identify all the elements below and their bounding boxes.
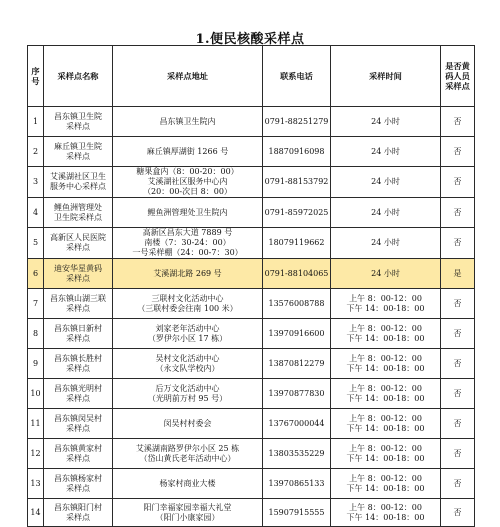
cell-name-line: 艾溪湖社区卫生 xyxy=(50,172,106,181)
cell-phone: 0791-88153792 xyxy=(263,167,331,198)
cell-address-line: 阳门幸福家园幸福大礼堂 xyxy=(143,502,232,512)
header-name: 采样点名称 xyxy=(44,46,113,107)
cell-name-line: 采样点 xyxy=(66,273,90,283)
cell-phone: 0791-88104065 xyxy=(263,259,331,289)
cell-address xyxy=(113,137,263,167)
cell-phone: 13970877830 xyxy=(263,379,331,409)
cell-yellow-code: 否 xyxy=(441,439,475,469)
cell-no: 12 xyxy=(28,439,44,469)
cell-name-line: 采样点 xyxy=(66,483,90,493)
cell-name-line: 采样点 xyxy=(66,243,90,252)
table-row xyxy=(28,228,475,259)
cell-address-line: 吴村文化活动中心 xyxy=(155,353,220,363)
cell-name xyxy=(44,137,113,167)
cell-name-line: 迪安华星黄码 xyxy=(54,263,102,273)
cell-time xyxy=(331,379,441,409)
cell-name-line: 采样点 xyxy=(66,333,90,343)
cell-name-line: 昌东镇卫生院 xyxy=(54,111,102,121)
cell-name xyxy=(44,289,113,319)
cell-name xyxy=(44,469,113,499)
cell-address xyxy=(113,107,263,137)
cell-address-line: 艾溪湖南路罗伊尔小区 25 栋 xyxy=(135,443,240,453)
cell-time-line: 上午 8：00-12：00 xyxy=(349,293,422,303)
cell-yellow-code: 否 xyxy=(441,319,475,349)
cell-name-line: 卫生院采样点 xyxy=(54,212,102,222)
cell-no: 5 xyxy=(28,228,44,259)
cell-name-line: 昌东镇山湖三联 xyxy=(50,293,106,303)
sampling-sites-table xyxy=(27,45,475,527)
cell-name xyxy=(44,319,113,349)
cell-address-line: 糖果盒内（8：00-20：00） xyxy=(136,167,239,176)
table-row xyxy=(28,107,475,137)
cell-time-line: 上午 8：00-12：00 xyxy=(349,443,422,453)
cell-time xyxy=(331,499,441,527)
cell-name xyxy=(44,167,113,198)
cell-address-line: 刘家老年活动中心 xyxy=(155,323,220,333)
cell-address-line: 一号采样棚（24：00-7：30） xyxy=(132,248,243,257)
cell-address-line: 三联村文化活动中心 xyxy=(151,293,224,303)
cell-name-line: 采样点 xyxy=(66,512,90,522)
cell-name-line: 采样点 xyxy=(66,151,90,161)
cell-no: 10 xyxy=(28,379,44,409)
table-row xyxy=(28,499,475,527)
cell-address-line: （三联村委会往南 100 米） xyxy=(137,303,238,313)
cell-no: 4 xyxy=(28,198,44,228)
table-header-row xyxy=(28,46,475,107)
cell-address-line: （20：00-次日 8：00） xyxy=(143,187,232,196)
cell-name xyxy=(44,228,113,259)
cell-time-line: 下午 14：00-18：00 xyxy=(346,363,425,373)
table-row xyxy=(28,439,475,469)
cell-time xyxy=(331,289,441,319)
cell-name xyxy=(44,107,113,137)
cell-time xyxy=(331,319,441,349)
cell-no: 1 xyxy=(28,107,44,137)
cell-name-line: 采样点 xyxy=(66,423,90,433)
cell-name-line: 采样点 xyxy=(66,453,90,463)
header-no: 序号 xyxy=(28,46,44,107)
table-row xyxy=(28,349,475,379)
cell-address-line: 后万文化活动中心 xyxy=(155,383,220,393)
cell-time xyxy=(331,469,441,499)
cell-address-line: 鲤鱼洲管理处卫生院内 xyxy=(147,207,228,217)
cell-time-line: 下午 14：00-18：00 xyxy=(346,483,425,493)
cell-time-line: 24 小时 xyxy=(371,116,400,126)
cell-name xyxy=(44,349,113,379)
cell-name-line: 采样点 xyxy=(66,121,90,131)
cell-phone: 15907915555 xyxy=(263,499,331,527)
cell-address xyxy=(113,289,263,319)
cell-name-line: 服务中心采样点 xyxy=(50,182,106,191)
cell-name xyxy=(44,379,113,409)
cell-time xyxy=(331,228,441,259)
cell-yellow-code: 否 xyxy=(441,379,475,409)
table-row xyxy=(28,409,475,439)
cell-address-line: （永文队学校内） xyxy=(155,363,220,373)
cell-yellow-code: 否 xyxy=(441,228,475,259)
cell-address-line: （阳门小康家园） xyxy=(155,512,220,522)
cell-address-line: 南楼（7：30-24：00） xyxy=(144,238,231,247)
cell-yellow-code: 否 xyxy=(441,499,475,527)
cell-no: 8 xyxy=(28,319,44,349)
cell-address-line: 艾溪湖北路 269 号 xyxy=(153,268,222,278)
cell-time-line: 上午 8：00-12：00 xyxy=(349,323,422,333)
cell-name-line: 采样点 xyxy=(66,363,90,373)
cell-name-line: 昌东镇杨家村 xyxy=(54,473,102,483)
cell-yellow-code: 否 xyxy=(441,137,475,167)
cell-yellow-code: 否 xyxy=(441,167,475,198)
cell-time xyxy=(331,107,441,137)
cell-time xyxy=(331,198,441,228)
table-row xyxy=(28,259,475,289)
cell-name xyxy=(44,259,113,289)
cell-address xyxy=(113,259,263,289)
header-time: 采样时间 xyxy=(331,46,441,107)
cell-time xyxy=(331,439,441,469)
cell-name-line: 昌东镇闵吴村 xyxy=(54,413,102,423)
cell-no: 6 xyxy=(28,259,44,289)
cell-time-line: 24 小时 xyxy=(371,268,400,278)
cell-time-line: 24 小时 xyxy=(371,146,400,156)
table-row xyxy=(28,289,475,319)
cell-address xyxy=(113,167,263,198)
cell-address xyxy=(113,409,263,439)
table-row xyxy=(28,379,475,409)
table-body xyxy=(28,107,475,527)
cell-yellow-code: 否 xyxy=(441,469,475,499)
cell-address xyxy=(113,198,263,228)
cell-time xyxy=(331,259,441,289)
cell-phone: 13803535229 xyxy=(263,439,331,469)
cell-time xyxy=(331,137,441,167)
cell-address-line: （光明前万村 95 号） xyxy=(147,393,228,403)
cell-no: 7 xyxy=(28,289,44,319)
cell-time-line: 上午 8：00-12：00 xyxy=(349,473,422,483)
page-title: 1.便民核酸采样点 xyxy=(195,32,305,47)
cell-address-line: 高新区昌东大道 7889 号 xyxy=(142,228,233,237)
header-address: 采样点地址 xyxy=(113,46,263,107)
table-row xyxy=(28,167,475,198)
cell-address xyxy=(113,499,263,527)
cell-time-line: 下午 14：00-18：00 xyxy=(346,423,425,433)
cell-address-line: 闵吴村村委会 xyxy=(163,418,212,428)
cell-address-line: 昌东镇卫生院内 xyxy=(159,116,216,126)
cell-address xyxy=(113,349,263,379)
cell-time-line: 上午 8：00-12：00 xyxy=(349,413,422,423)
cell-name-line: 采样点 xyxy=(66,303,90,313)
cell-yellow-code: 否 xyxy=(441,349,475,379)
cell-time-line: 24 小时 xyxy=(371,207,400,217)
cell-phone: 13870812279 xyxy=(263,349,331,379)
header-phone: 联系电话 xyxy=(263,46,331,107)
cell-phone: 13970865133 xyxy=(263,469,331,499)
cell-phone: 0791-85972025 xyxy=(263,198,331,228)
cell-phone: 18870916098 xyxy=(263,137,331,167)
cell-name-line: 鲤鱼洲管理处 xyxy=(54,202,102,212)
cell-no: 9 xyxy=(28,349,44,379)
table-row xyxy=(28,198,475,228)
cell-name xyxy=(44,409,113,439)
cell-yellow-code: 是 xyxy=(441,259,475,289)
cell-yellow-code: 否 xyxy=(441,409,475,439)
cell-name xyxy=(44,198,113,228)
cell-phone: 13576008788 xyxy=(263,289,331,319)
cell-phone: 0791-88251279 xyxy=(263,107,331,137)
table-row xyxy=(28,319,475,349)
cell-name-line: 麻丘镇卫生院 xyxy=(54,141,102,151)
cell-address xyxy=(113,439,263,469)
cell-address xyxy=(113,379,263,409)
cell-name xyxy=(44,499,113,527)
cell-name-line: 昌东镇日新村 xyxy=(54,323,102,333)
cell-address xyxy=(113,469,263,499)
cell-time xyxy=(331,409,441,439)
cell-time xyxy=(331,349,441,379)
cell-time-line: 上午 8：00-12：00 xyxy=(349,353,422,363)
cell-time-line: 上午 8：00-12：00 xyxy=(349,383,422,393)
cell-name xyxy=(44,439,113,469)
cell-address-line: 麻丘镇厚湖街 1266 号 xyxy=(146,146,229,156)
table-row xyxy=(28,469,475,499)
cell-address xyxy=(113,319,263,349)
cell-time-line: 下午 14：00-18：00 xyxy=(346,333,425,343)
cell-time-line: 下午 14：00-18：00 xyxy=(346,393,425,403)
table-row xyxy=(28,137,475,167)
cell-no: 2 xyxy=(28,137,44,167)
cell-yellow-code: 否 xyxy=(441,289,475,319)
cell-time-line: 下午 14：00-18：00 xyxy=(346,453,425,463)
cell-time-line: 24 小时 xyxy=(371,177,400,186)
cell-name-line: 昌东镇长胜村 xyxy=(54,353,102,363)
cell-no: 11 xyxy=(28,409,44,439)
cell-phone: 13767000044 xyxy=(263,409,331,439)
header-yellow-code: 是否黄码人员采样点 xyxy=(441,46,475,107)
cell-yellow-code: 否 xyxy=(441,107,475,137)
cell-time-line: 24 小时 xyxy=(371,238,400,247)
cell-address-line: 艾溪湖社区服务中心内 xyxy=(147,177,228,186)
cell-no: 13 xyxy=(28,469,44,499)
cell-name-line: 昌东镇阳门村 xyxy=(54,502,102,512)
cell-address xyxy=(113,228,263,259)
cell-address-line: （罗伊尔小区 17 栋） xyxy=(147,333,228,343)
cell-time-line: 下午 14：00-18：00 xyxy=(346,303,425,313)
cell-time xyxy=(331,167,441,198)
cell-name-line: 高新区人民医院 xyxy=(50,233,106,242)
cell-no: 14 xyxy=(28,499,44,527)
cell-phone: 13970916600 xyxy=(263,319,331,349)
cell-address-line: （岱山黄氏老年活动中心） xyxy=(139,453,236,463)
cell-no: 3 xyxy=(28,167,44,198)
cell-phone: 18079119662 xyxy=(263,228,331,259)
cell-name-line: 昌东镇光明村 xyxy=(54,383,102,393)
cell-yellow-code: 否 xyxy=(441,198,475,228)
cell-name-line: 昌东镇黄家村 xyxy=(54,443,102,453)
cell-time-line: 下午 14：00-18：00 xyxy=(346,512,425,522)
cell-address-line: 杨家村商业大楼 xyxy=(159,478,216,488)
cell-name-line: 采样点 xyxy=(66,393,90,403)
cell-time-line: 上午 8：00-12：00 xyxy=(349,502,422,512)
